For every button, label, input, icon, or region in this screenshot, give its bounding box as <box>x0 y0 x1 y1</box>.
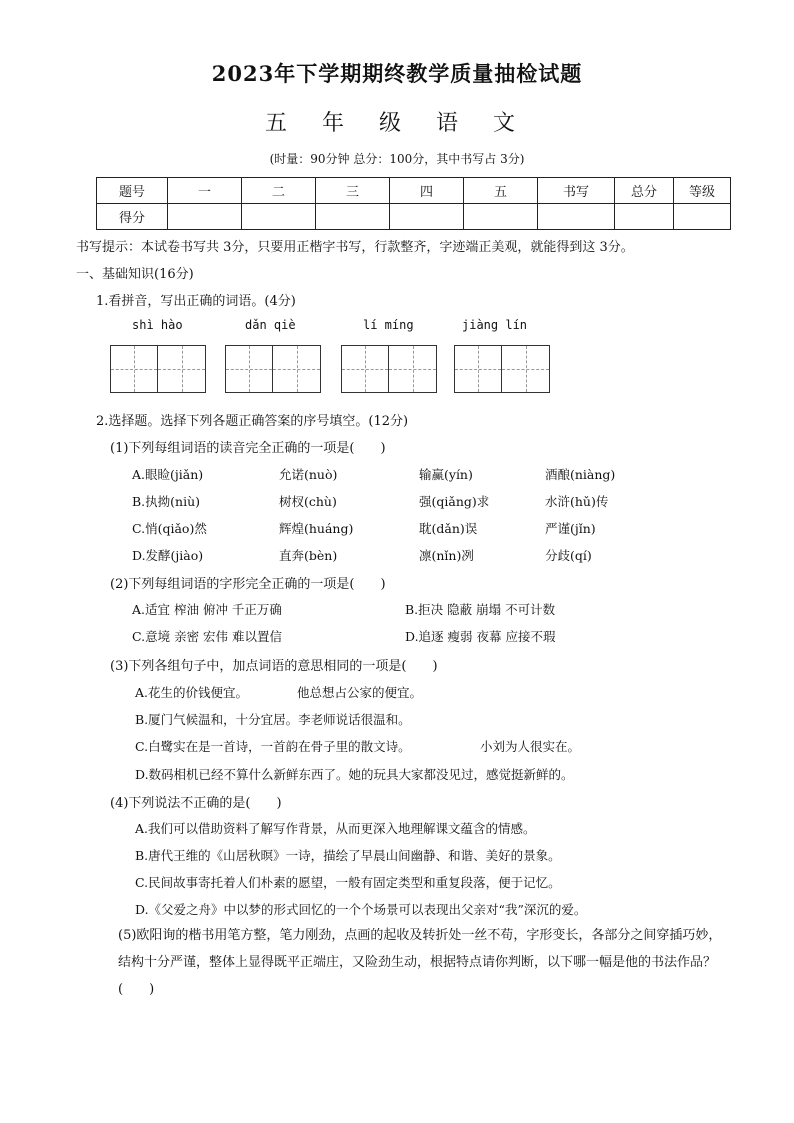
score-table-header-row <box>97 178 731 204</box>
option-cell: 水浒(hǔ)传 <box>545 494 609 509</box>
sub1-prompt: (1)下列每组词语的读音完全正确的一项是( ) <box>110 441 386 456</box>
subject-title: 五 年 级 语 文 <box>265 111 529 136</box>
option-cell: C.悄(qiǎo)然 <box>132 521 207 536</box>
option-cell: B.执拗(niù) <box>132 494 201 509</box>
question-2-prompt: 2.选择题。选择下列各题正确答案的序号填空。(12分) <box>96 414 409 429</box>
option-d: D.《父爱之舟》中以梦的形式回忆的一个个场景可以表现出父亲对“我”深沉的爱。 <box>135 902 587 917</box>
grid-cell[interactable] <box>502 345 550 393</box>
option-cell: 输赢(yín) <box>419 467 473 482</box>
option-cell: 辉煌(huáng) <box>279 521 354 536</box>
grid-cell[interactable] <box>110 345 158 393</box>
score-cell[interactable] <box>242 204 316 230</box>
grid-cell[interactable] <box>454 345 502 393</box>
score-cell[interactable] <box>538 204 615 230</box>
option-cell: 允诺(nuò) <box>279 467 338 482</box>
score-header-cell: 总分 <box>615 178 674 204</box>
score-header-cell: 三 <box>316 178 390 204</box>
exam-title: 2023年下学期期终教学质量抽检试题 <box>211 61 583 86</box>
option-d: D.追逐 瘦弱 夜幕 应接不瑕 <box>405 629 556 644</box>
option-cell: 酒酿(niàng) <box>545 467 616 482</box>
score-header-cell: 五 <box>464 178 538 204</box>
option-b: B.唐代王维的《山居秋暝》一诗，描绘了早晨山间幽静、和谐、美好的景象。 <box>135 848 561 863</box>
option-c: C.白鹭实在是一首诗，一首韵在骨子里的散文诗。 <box>135 739 411 754</box>
score-header-cell: 等级 <box>674 178 731 204</box>
score-cell[interactable] <box>674 204 731 230</box>
option-a: A.花生的价钱便宜。 <box>135 685 249 700</box>
sub5-question: (5)欧阳询的楷书用笔方整，笔力刚劲，点画的起收及转折处一丝不苟，字形变长，各部分之间穿插巧妙，结构十分严谨，整体上显得既平正端庄，又险劲生动，根据特点请你判断，以下哪一幅是他的书法作品？( ) <box>118 928 722 997</box>
score-cell[interactable] <box>615 204 674 230</box>
score-header-cell: 书写 <box>538 178 615 204</box>
option-b: B.厦门气候温和，十分宜居。李老师说话很温和。 <box>135 712 411 727</box>
grid-cell[interactable] <box>389 345 437 393</box>
option-cell: 强(qiǎng)求 <box>419 494 490 509</box>
tianzi-grid-2[interactable] <box>225 345 321 393</box>
question-1-prompt: 1.看拼音，写出正确的词语。(4分) <box>96 294 296 309</box>
option-a: A.我们可以借助资料了解写作背景，从而更深入地理解课文蕴含的情感。 <box>135 821 536 836</box>
option-b: B.拒决 隐蔽 崩塌 不可计数 <box>405 602 556 617</box>
score-header-cell: 一 <box>168 178 242 204</box>
score-cell[interactable] <box>390 204 464 230</box>
score-cell[interactable] <box>316 204 390 230</box>
grid-cell[interactable] <box>158 345 206 393</box>
grid-cell[interactable] <box>341 345 389 393</box>
tianzi-grid-3[interactable] <box>341 345 437 393</box>
score-header-cell: 四 <box>390 178 464 204</box>
section-title: 一、基础知识(16分) <box>76 267 194 282</box>
option-cell: 直奔(bèn) <box>279 548 338 563</box>
score-cell[interactable] <box>464 204 538 230</box>
option-cell: 严谨(jǐn) <box>545 521 596 536</box>
option-c: C.民间故事寄托着人们朴素的愿望，一般有固定类型和重复段落，便于记忆。 <box>135 875 561 890</box>
pinyin-4: jiàng lín <box>462 318 528 332</box>
grid-cell[interactable] <box>225 345 273 393</box>
option-cell: A.眼睑(jiǎn) <box>132 467 204 482</box>
option-cell: 分歧(qí) <box>545 548 592 563</box>
sub3-prompt: (3)下列各组句子中，加点词语的意思相同的一项是( ) <box>110 659 438 674</box>
score-table <box>96 177 731 230</box>
score-row-label: 得分 <box>97 204 168 230</box>
pinyin-1: shì hào <box>132 318 183 332</box>
sub4-prompt: (4)下列说法不正确的是( ) <box>110 796 282 811</box>
writing-tip: 书写提示：本试卷书写共 3分，只要用正楷字书写，行款整齐，字迹端正美观，就能得到这 3分。 <box>76 240 634 255</box>
score-header-cell: 二 <box>242 178 316 204</box>
tianzi-grid-4[interactable] <box>454 345 550 393</box>
tianzi-grid-1[interactable] <box>110 345 206 393</box>
option-cell: 耽(dǎn)误 <box>419 521 478 536</box>
exam-meta: (时量：90分钟 总分：100分，其中书写占 3分) <box>269 152 525 166</box>
option-d: D.数码相机已经不算什么新鲜东西了。她的玩具大家都没见过，感觉挺新鲜的。 <box>135 767 574 782</box>
score-cell[interactable] <box>168 204 242 230</box>
score-header-cell: 题号 <box>97 178 168 204</box>
grid-cell[interactable] <box>273 345 321 393</box>
option-cell: D.发酵(jiào) <box>132 548 204 563</box>
option-c: C.意境 亲密 宏伟 难以置信 <box>132 629 283 644</box>
sub2-prompt: (2)下列每组词语的字形完全正确的一项是( ) <box>110 577 386 592</box>
option-cell: 凛(nǐn)冽 <box>419 548 474 563</box>
option-a: A.适宜 榨油 俯冲 千正万确 <box>132 602 282 617</box>
option-cell: 树杈(chù) <box>279 494 337 509</box>
pinyin-2: dǎn qiè <box>245 318 296 332</box>
score-table-row <box>97 204 731 230</box>
option-a-2: 他总想占公家的便宜。 <box>297 685 423 700</box>
pinyin-3: lí míng <box>363 318 414 332</box>
option-c-2: 小刘为人很实在。 <box>480 739 581 754</box>
